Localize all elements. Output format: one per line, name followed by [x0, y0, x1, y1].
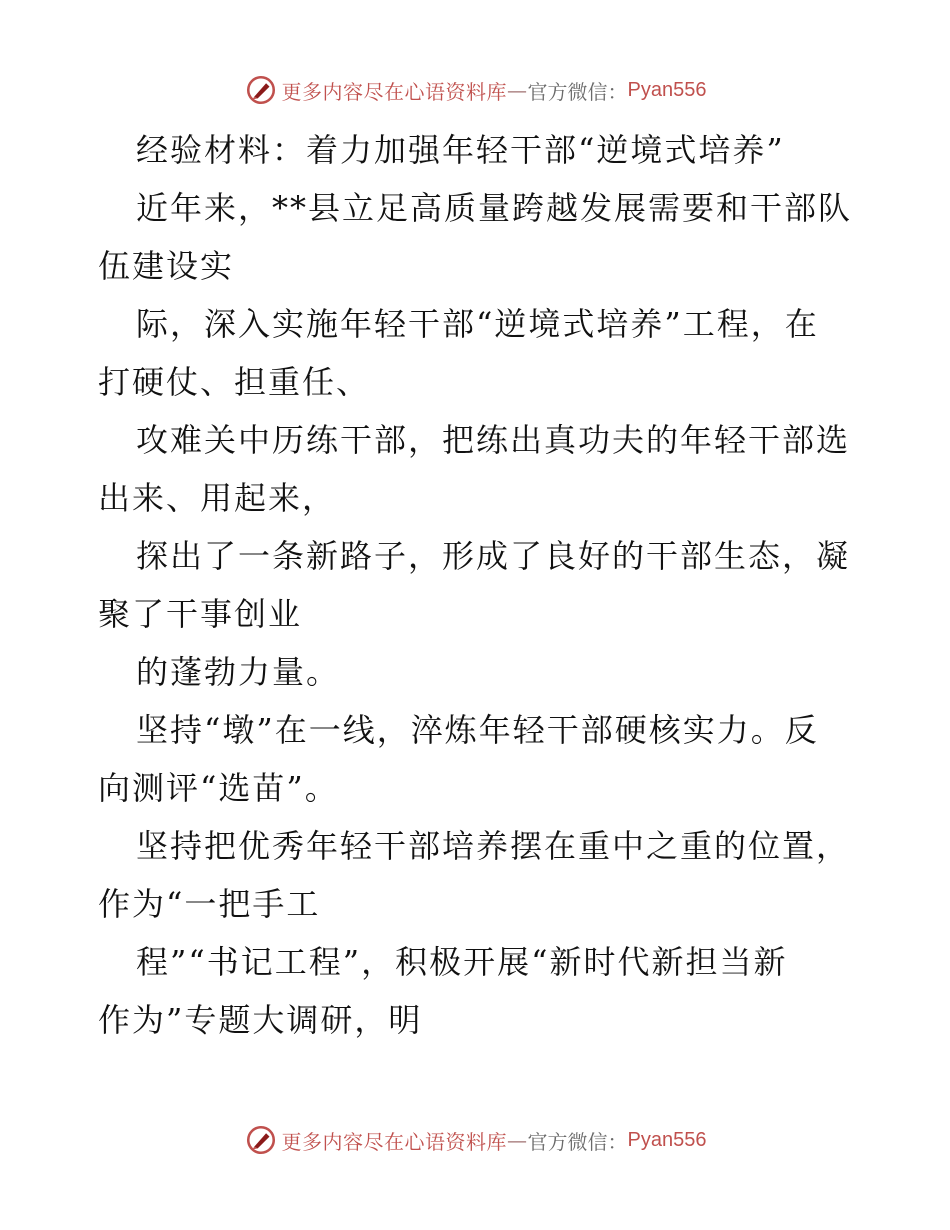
paragraph-line: 坚持“墩”在一线，淬炼年轻干部硬核实力。反 — [136, 711, 819, 749]
paragraph-line: 的蓬勃力量。 — [136, 653, 341, 691]
footer-dash: — — [507, 1128, 528, 1152]
paragraph-line: 探出了一条新路子，形成了良好的干部生态，凝 — [136, 537, 851, 575]
document-body — [98, 121, 854, 1049]
paragraph-line: 际，深入实施年轻干部“逆境式培养”工程，在 — [136, 305, 819, 343]
header-dash: — — [507, 78, 528, 102]
pen-logo-icon — [244, 1123, 278, 1157]
paragraph-line: 攻难关中历练干部，把练出真功夫的年轻干部选 — [136, 421, 851, 459]
paragraph-line: 程”“书记工程”，积极开展“新时代新担当新 — [136, 943, 788, 981]
header-wechat-label: 官方微信： — [527, 79, 628, 104]
paragraph-line: 出来、用起来， — [98, 479, 337, 517]
paragraph-line: 坚持把优秀年轻干部培养摆在重中之重的位置， — [136, 827, 851, 865]
document-title: 经验材料：着力加强年轻干部“逆境式培养” — [136, 131, 785, 169]
footer-site-text: 更多内容尽在心语资料库 — [281, 1129, 508, 1154]
paragraph-line: 作为”专题大调研，明 — [98, 1001, 423, 1039]
paragraph-line: 伍建设实 — [98, 247, 235, 285]
paragraph-line: 近年来，**县立足高质量跨越发展需要和干部队 — [136, 189, 853, 227]
footer-banner — [0, 1120, 950, 1160]
header-banner — [0, 70, 950, 110]
paragraph-line: 打硬仗、担重任、 — [98, 363, 371, 401]
footer-wechat-id: Pyan556 — [627, 1128, 707, 1151]
pen-logo-icon — [244, 73, 278, 107]
header-wechat-id: Pyan556 — [627, 78, 707, 101]
header-site-text: 更多内容尽在心语资料库 — [281, 79, 508, 104]
paragraph-line: 作为“一把手工 — [98, 885, 321, 923]
paragraph-line: 向测评“选苗”。 — [98, 769, 339, 807]
paragraph-line: 聚了干事创业 — [98, 595, 303, 633]
footer-wechat-label: 官方微信： — [527, 1129, 628, 1154]
